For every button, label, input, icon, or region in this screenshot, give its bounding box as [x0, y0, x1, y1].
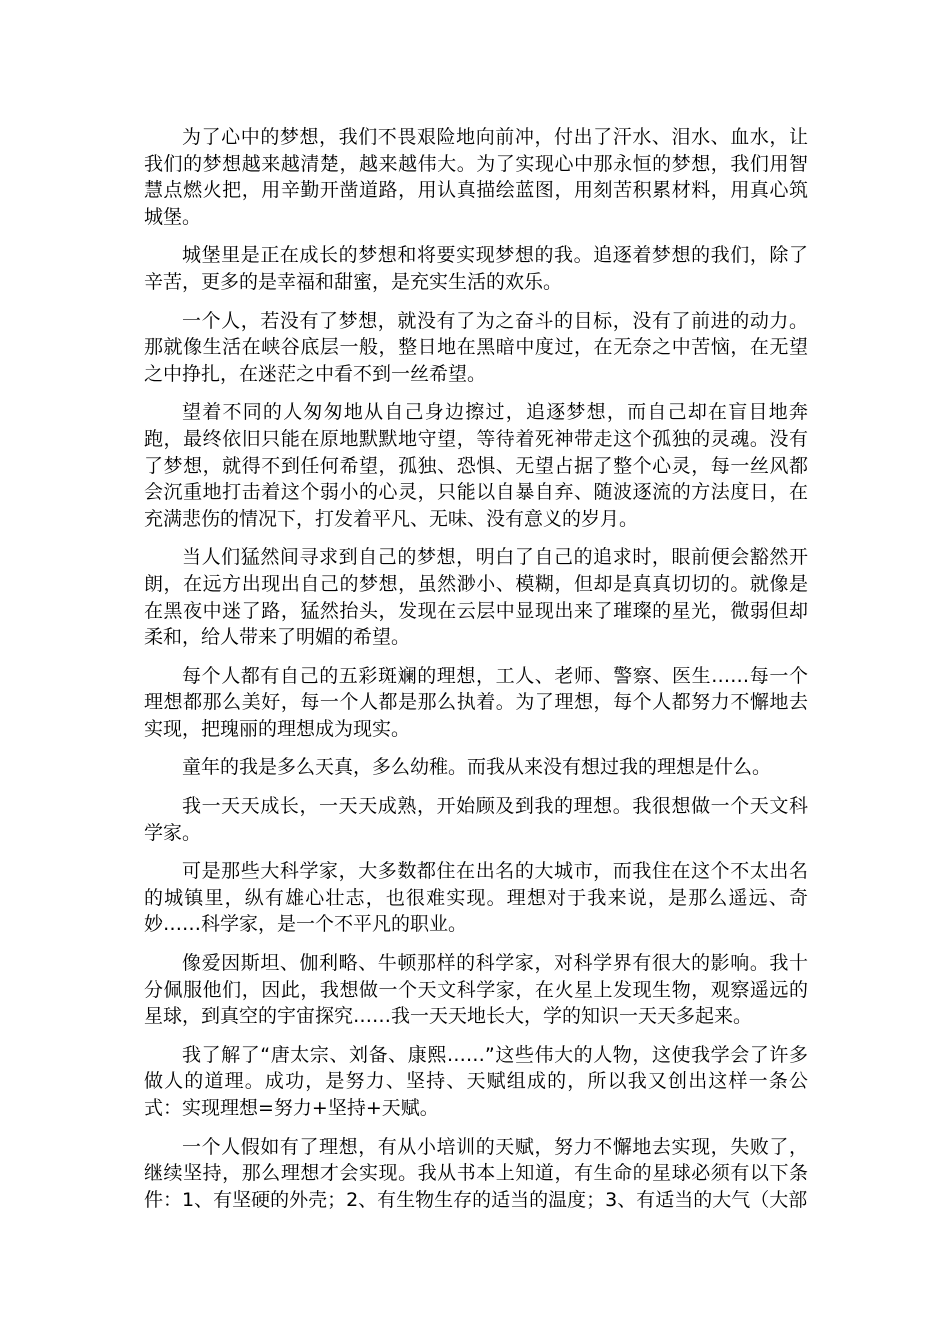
paragraph-3: 一个人，若没有了梦想，就没有了为之奋斗的目标，没有了前进的动力。那就像生活在峡谷底层一般，整日地在黑暗中度过，在无奈之中苦恼，在无望之中挣扎，在迷茫之中看不到一丝希望。	[144, 309, 808, 385]
paragraph-11: 我了解了“唐太宗、刘备、康熙……”这些伟大的人物，这使我学会了许多做人的道理。成功，是努力、坚持、天赋组成的，所以我又创出这样一条公式：实现理想=努力+坚持+天赋。	[144, 1043, 808, 1119]
paragraph-6: 每个人都有自己的五彩斑斓的理想，工人、老师、警察、医生……每一个理想都那么美好，每一个人都是那么执着。为了理想，每个人都努力不懈地去实现，把瑰丽的理想成为现实。	[144, 664, 808, 740]
paragraph-7: 童年的我是多么天真，多么幼稚。而我从来没有想过我的理想是什么。	[182, 756, 772, 779]
paragraph-8: 我一天天成长，一天天成熟，开始顾及到我的理想。我很想做一个天文科学家。	[144, 795, 808, 844]
paragraph-10: 像爱因斯坦、伽利略、牛顿那样的科学家，对科学界有很大的影响。我十分佩服他们，因此，我想做一个天文科学家，在火星上发现生物，观察遥远的星球，到真空的宇宙探究……我一天天地长大，学的知识一天天多起来。	[144, 952, 808, 1028]
paragraph-5: 当人们猛然间寻求到自己的梦想，明白了自己的追求时，眼前便会豁然开朗，在远方出现出自己的梦想，虽然渺小、模糊，但却是真真切切的。就像是在黑夜中迷了路，猛然抬头，发现在云层中显现出来了璀璨的星光，微弱但却柔和，给人带来了明媚的希望。	[144, 546, 808, 649]
paragraph-12: 一个人假如有了理想，有从小培训的天赋，努力不懈地去实现，失败了，继续坚持，那么理想才会实现。我从书本上知道，有生命的星球必须有以下条件：1、有坚硬的外壳；2、有生物生存的适当的温度；3、有适当的大气（大部	[144, 1135, 808, 1211]
paragraph-4: 望着不同的人匆匆地从自己身边擦过，追逐梦想，而自己却在盲目地奔跑，最终依旧只能在原地默默地守望，等待着死神带走这个孤独的灵魂。没有了梦想，就得不到任何希望，孤独、恐惧、无望占据了整个心灵，每一丝风都会沉重地打击着这个弱小的心灵，只能以自暴自弃、随波逐流的方法度日，在充满悲伤的情况下，打发着平凡、无味、没有意义的岁月。	[144, 401, 808, 530]
document-body	[144, 124, 808, 1225]
paragraph-1: 为了心中的梦想，我们不畏艰险地向前冲，付出了汗水、泪水、血水，让我们的梦想越来越清楚，越来越伟大。为了实现心中那永恒的梦想，我们用智慧点燃火把，用辛勤开凿道路，用认真描绘蓝图，用刻苦积累材料，用真心筑城堡。	[144, 126, 808, 228]
paragraph-2: 城堡里是正在成长的梦想和将要实现梦想的我。追逐着梦想的我们，除了辛苦，更多的是幸福和甜蜜，是充实生活的欢乐。	[144, 244, 808, 293]
paragraph-9: 可是那些大科学家，大多数都住在出名的大城市，而我住在这个不太出名的城镇里，纵有雄心壮志，也很难实现。理想对于我来说，是那么遥远、奇妙……科学家，是一个不平凡的职业。	[144, 860, 808, 936]
